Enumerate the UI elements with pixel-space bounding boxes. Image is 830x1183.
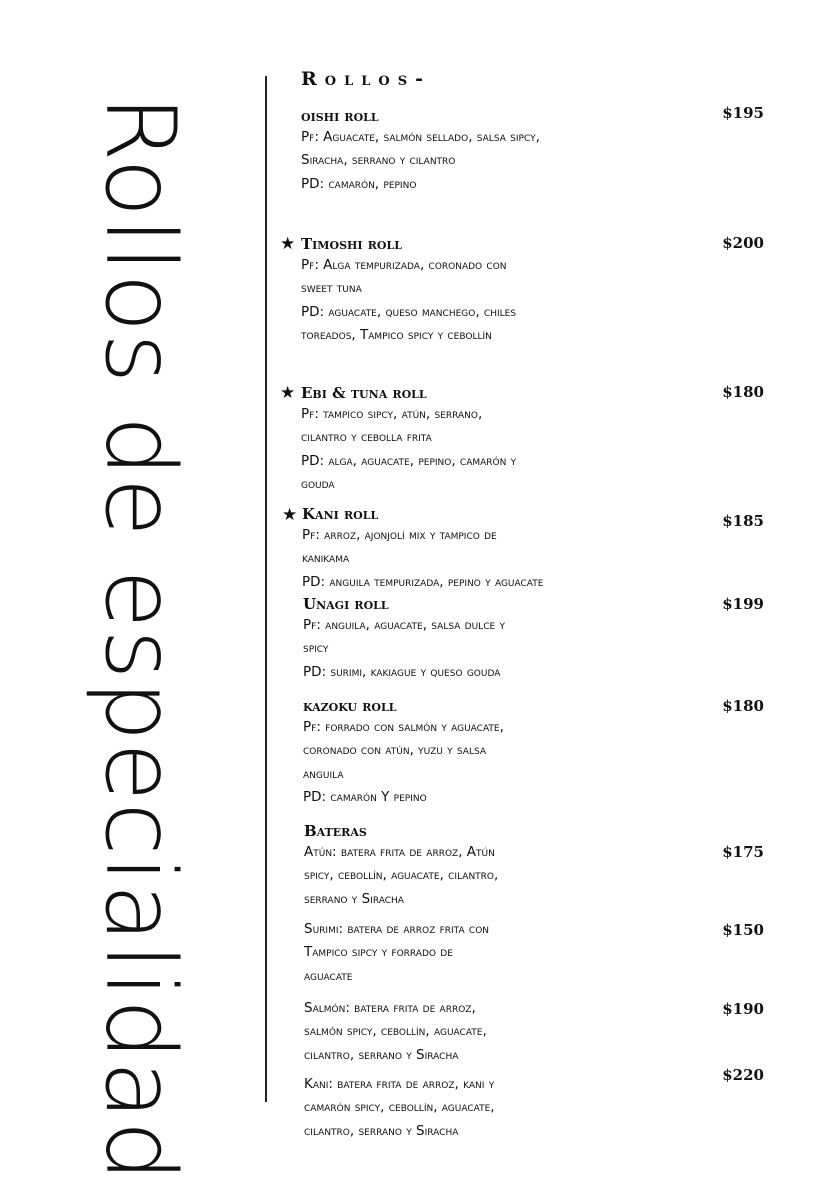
item-description <box>301 403 651 496</box>
description-line: Siracha, serrano y cilantro <box>301 152 456 169</box>
description-line: camarón spicy, cebollín, aguacate, <box>304 1099 495 1116</box>
description-line: Pf: arroz, ajonjolí mix y tampico de <box>302 527 497 543</box>
menu-item-oishi-roll <box>301 106 651 196</box>
menu-item-kazoku-roll <box>303 696 653 809</box>
item-name: Kani roll <box>302 505 379 523</box>
item-name: Unagi roll <box>303 595 389 613</box>
description-line: kanikama <box>302 550 350 567</box>
description-line: coronado con atún, yuzu y salsa <box>303 742 486 759</box>
description-line: PD: aguacate, queso manchego, chiles <box>301 303 517 320</box>
item-price: $199 <box>722 595 764 613</box>
bateras-section <box>304 821 654 911</box>
batera-salmon <box>304 997 654 1067</box>
batera-surimi <box>304 918 654 988</box>
description-line: Kani: batera frita de arroz, kani y <box>304 1076 495 1092</box>
item-description <box>301 254 651 347</box>
section-header: Rollos- <box>301 68 431 90</box>
description-line: Pf: Aguacate, salmón sellado, salsa sipcy, <box>301 129 540 145</box>
item-description <box>301 126 651 196</box>
description-line: Pf: forrado con salmón y aguacate, <box>303 719 504 735</box>
description-line: aguacate <box>304 967 353 984</box>
item-name: Timoshi roll <box>301 235 402 253</box>
menu-item-unagi-roll <box>303 594 653 684</box>
item-name: Ebi & tuna roll <box>301 384 427 402</box>
description-line: Pf: tampico sipcy, atún, serrano, <box>301 406 483 422</box>
description-line: cilantro, serrano y Siracha <box>304 1122 459 1139</box>
star-icon: ★ <box>280 383 296 403</box>
item-name: oishi roll <box>301 107 379 125</box>
item-price: $220 <box>722 1066 764 1084</box>
item-price: $180 <box>722 383 764 401</box>
item-description <box>303 614 653 684</box>
description-line: cilantro, serrano y Siracha <box>304 1046 459 1063</box>
vertical-divider <box>265 76 267 1102</box>
description-line: spicy <box>303 640 329 657</box>
description-line: Atún: batera frita de arroz, Atún <box>304 844 495 860</box>
description-line: PD: camarón Y pepino <box>303 788 427 805</box>
item-price: $185 <box>722 512 764 530</box>
item-description <box>302 524 652 594</box>
description-line: Pf: anguila, aguacate, salsa dulce y <box>303 617 505 633</box>
description-line: Pf: Alga tempurizada, coronado con <box>301 257 507 273</box>
item-description <box>304 918 654 988</box>
item-description <box>304 997 654 1067</box>
item-price: $180 <box>722 697 764 715</box>
menu-item-timoshi-roll <box>301 234 651 347</box>
item-price: $190 <box>722 1000 764 1018</box>
batera-atun <box>304 841 654 911</box>
star-icon: ★ <box>282 505 298 525</box>
menu-item-kani-roll <box>302 504 652 594</box>
description-line: gouda <box>301 475 335 492</box>
description-line: PD: alga, aguacate, pepino, camarón y <box>301 452 517 469</box>
item-description <box>303 716 653 809</box>
description-line: spicy, cebollín, aguacate, cilantro, <box>304 867 499 884</box>
star-icon: ★ <box>280 234 296 254</box>
description-line: Surimi: batera de arroz frita con <box>304 921 490 937</box>
item-price: $175 <box>722 843 764 861</box>
item-price: $200 <box>722 234 764 252</box>
description-line: toreados, Tampico spicy y cebollín <box>301 326 492 343</box>
description-line: anguila <box>303 765 344 782</box>
item-price: $195 <box>722 104 764 122</box>
description-line: PD: camarón, pepino <box>301 175 417 192</box>
description-line: PD: anguila tempurizada, pepino y aguacate <box>302 573 544 590</box>
description-line: serrano y Siracha <box>304 890 404 907</box>
vertical-page-title: Rollos de especialidad <box>84 95 196 1183</box>
batera-kani <box>304 1073 654 1143</box>
description-line: sweet tuna <box>301 280 362 297</box>
description-line: salmón spicy, cebollín, aguacate, <box>304 1023 487 1040</box>
bateras-title: Bateras <box>304 822 367 840</box>
item-name: kazoku roll <box>303 697 397 715</box>
description-line: Salmón: batera frita de arroz, <box>304 1000 476 1016</box>
item-price: $150 <box>722 921 764 939</box>
item-description <box>304 1073 654 1143</box>
menu-item-ebi-tuna-roll <box>301 383 651 496</box>
description-line: cilantro y cebolla frita <box>301 429 432 446</box>
description-line: Tampico sipcy y forrado de <box>304 944 453 961</box>
description-line: PD: surimi, kakiague y queso gouda <box>303 663 501 680</box>
